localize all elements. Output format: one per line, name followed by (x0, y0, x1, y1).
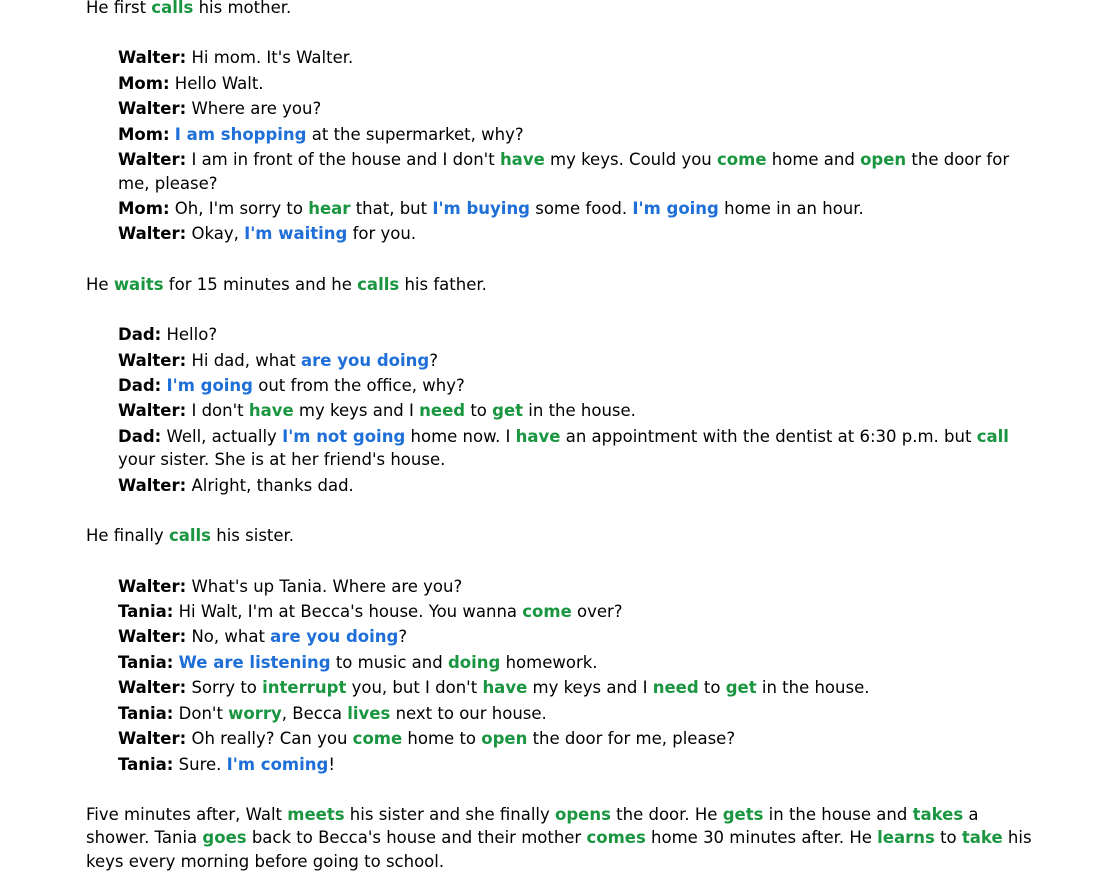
text-run: home now. I (405, 426, 516, 446)
text-run: his sister and she finally (344, 804, 555, 824)
text-run: Oh, I'm sorry to (169, 198, 309, 218)
highlight-g: come (352, 729, 403, 749)
text-run: for you. (347, 224, 417, 244)
highlight-g: meets (287, 804, 345, 824)
text-run: Sure. (173, 754, 227, 774)
speaker-label: Dad: (118, 376, 162, 396)
dialog-line (118, 752, 1040, 777)
speaker-label: Walter: (118, 224, 187, 244)
text-run: to (465, 401, 493, 421)
text-run: his keys every morning before going to school. (86, 828, 1032, 871)
dialog-father (118, 322, 1040, 498)
speaker-label: Mom: (118, 198, 170, 218)
highlight-g: interrupt (262, 678, 347, 698)
speaker-label: Tania: (118, 703, 174, 723)
dialog-line (118, 147, 1040, 196)
text-run: the door. He (610, 804, 723, 824)
text-run: Hello Walt. (169, 73, 264, 93)
highlight-b: are you doing (301, 350, 430, 370)
highlight-g: need (652, 678, 699, 698)
text-run: to music and (330, 652, 448, 672)
speaker-label: Walter: (118, 729, 187, 749)
intro-mother-verb: calls (151, 0, 194, 17)
text-run: home 30 minutes after. He (645, 828, 878, 848)
speaker-label: Dad: (118, 325, 162, 345)
dialog-line (118, 473, 1040, 498)
speaker-label: Walter: (118, 401, 187, 421)
text-run: in the house and (763, 804, 913, 824)
speaker-label: Mom: (118, 73, 170, 93)
dialog-line (118, 96, 1040, 121)
text-run: to (934, 828, 962, 848)
intro-sister (86, 524, 1040, 547)
dialog-line (118, 221, 1040, 246)
text-run: that, but (350, 198, 433, 218)
text-run: the door for me, please? (527, 729, 736, 749)
speaker-label: Walter: (118, 99, 187, 119)
text-run: back to Becca's house and their mother (246, 828, 587, 848)
text-run: to (698, 678, 726, 698)
highlight-g: hear (308, 198, 351, 218)
highlight-g: get (492, 401, 524, 421)
speaker-label: Tania: (118, 652, 174, 672)
text-run: the door for me, please? (118, 150, 1010, 193)
spacer (86, 498, 1040, 524)
highlight-b: I'm coming (226, 754, 329, 774)
dialog-line (118, 650, 1040, 675)
highlight-b: are you doing (270, 627, 399, 647)
dialog-line (118, 373, 1040, 398)
speaker-label: Tania: (118, 754, 174, 774)
text-run: ? (398, 627, 408, 647)
intro-father-p3: his father. (399, 274, 487, 294)
highlight-g: learns (877, 828, 935, 848)
text-run: Hi mom. It's Walter. (186, 48, 354, 68)
highlight-g: takes (912, 804, 964, 824)
text-run: home and (766, 150, 861, 170)
text-run: Five minutes after, Walt (86, 804, 288, 824)
speaker-label: Walter: (118, 350, 187, 370)
intro-father-v2: calls (357, 274, 400, 294)
intro-mother-post: his mother. (193, 0, 292, 17)
highlight-g: open (481, 729, 528, 749)
speaker-label: Walter: (118, 150, 187, 170)
speaker-label: Mom: (118, 124, 170, 144)
intro-father (86, 273, 1040, 296)
speaker-label: Dad: (118, 426, 162, 446)
highlight-b: We are listening (178, 652, 331, 672)
text-run: in the house. (756, 678, 870, 698)
closing-paragraph (86, 803, 1040, 873)
speaker-label: Walter: (118, 678, 187, 698)
intro-mother (86, 0, 1040, 19)
highlight-g: get (725, 678, 757, 698)
highlight-g: gets (722, 804, 764, 824)
intro-sister-pre: He finally (86, 526, 169, 546)
highlight-g: have (482, 678, 528, 698)
intro-mother-pre: He first (86, 0, 152, 17)
intro-sister-post: his sister. (211, 526, 295, 546)
dialog-line (118, 675, 1040, 700)
text-run: over? (571, 602, 623, 622)
text-run: Hi dad, what (186, 350, 302, 370)
highlight-g: come (717, 150, 767, 170)
dialog-line (118, 196, 1040, 221)
speaker-label: Walter: (118, 627, 187, 647)
text-run: Well, actually (161, 426, 283, 446)
text-run: my keys and I (527, 678, 653, 698)
highlight-b: I'm waiting (244, 224, 348, 244)
speaker-label: Walter: (118, 576, 187, 596)
text-run: Don't (173, 703, 229, 723)
text-run: ! (328, 754, 335, 774)
text-run: , Becca (281, 703, 348, 723)
spacer (86, 548, 1040, 574)
dialog-line (118, 45, 1040, 70)
text-run: I don't (186, 401, 249, 421)
text-run: your sister. She is at her friend's house. (118, 450, 446, 470)
text-run: an appointment with the dentist at 6:30 p.m. but (560, 426, 977, 446)
text-run: out from the office, why? (253, 376, 465, 396)
highlight-b: I'm not going (282, 426, 406, 446)
spacer (86, 296, 1040, 322)
text-run: some food. (530, 198, 633, 218)
text-run: ? (429, 350, 438, 370)
dialog-line (118, 122, 1040, 147)
intro-father-v1: waits (113, 274, 164, 294)
highlight-g: opens (555, 804, 611, 824)
highlight-g: worry (228, 703, 282, 723)
highlight-g: have (248, 401, 294, 421)
dialog-line (118, 624, 1040, 649)
highlight-b: I am shopping (174, 124, 307, 144)
highlight-g: have (499, 150, 545, 170)
spacer (86, 777, 1040, 803)
dialog-line (118, 701, 1040, 726)
text-run: I am in front of the house and I don't (186, 150, 500, 170)
text-run: next to our house. (390, 703, 547, 723)
highlight-g: call (976, 426, 1009, 446)
text-run: home in an hour. (718, 198, 864, 218)
dialog-line (118, 726, 1040, 751)
intro-father-p1: He (86, 274, 114, 294)
text-run: Okay, (186, 224, 245, 244)
text-run: What's up Tania. Where are you? (186, 576, 463, 596)
dialog-line (118, 599, 1040, 624)
text-run: at the supermarket, why? (306, 124, 524, 144)
text-run: Alright, thanks dad. (186, 475, 354, 495)
highlight-g: goes (202, 828, 247, 848)
highlight-g: have (515, 426, 561, 446)
intro-sister-verb: calls (168, 526, 212, 546)
text-run: my keys and I (293, 401, 420, 421)
dialog-mother (118, 45, 1040, 246)
highlight-g: need (419, 401, 466, 421)
text-run: a shower. Tania (86, 804, 979, 848)
speaker-label: Tania: (118, 602, 174, 622)
text-run: you, but I don't (346, 678, 483, 698)
text-run: home to (402, 729, 482, 749)
spacer (86, 19, 1040, 45)
text-run: Where are you? (186, 99, 322, 119)
highlight-g: take (961, 828, 1003, 848)
dialog-line (118, 398, 1040, 423)
highlight-b: I'm going (632, 198, 719, 218)
text-run: Hi Walt, I'm at Becca's house. You wanna (173, 602, 523, 622)
intro-father-p2: for 15 minutes and he (163, 274, 358, 294)
highlight-b: I'm going (166, 376, 253, 396)
highlight-g: lives (347, 703, 391, 723)
dialog-line (118, 574, 1040, 599)
dialog-line (118, 424, 1040, 473)
highlight-g: comes (586, 828, 646, 848)
dialog-line (118, 322, 1040, 347)
text-run: Oh really? Can you (186, 729, 353, 749)
text-run: Sorry to (186, 678, 263, 698)
text-run: in the house. (523, 401, 636, 421)
text-run: homework. (500, 652, 598, 672)
speaker-label: Walter: (118, 48, 187, 68)
dialog-line (118, 348, 1040, 373)
text-run: Hello? (161, 325, 218, 345)
spacer (86, 247, 1040, 273)
dialog-sister (118, 574, 1040, 777)
dialog-line (118, 71, 1040, 96)
highlight-g: come (522, 602, 572, 622)
highlight-g: doing (447, 652, 501, 672)
text-run: my keys. Could you (544, 150, 718, 170)
highlight-b: I'm buying (432, 198, 530, 218)
speaker-label: Walter: (118, 475, 187, 495)
highlight-g: open (860, 150, 907, 170)
text-run: No, what (186, 627, 271, 647)
